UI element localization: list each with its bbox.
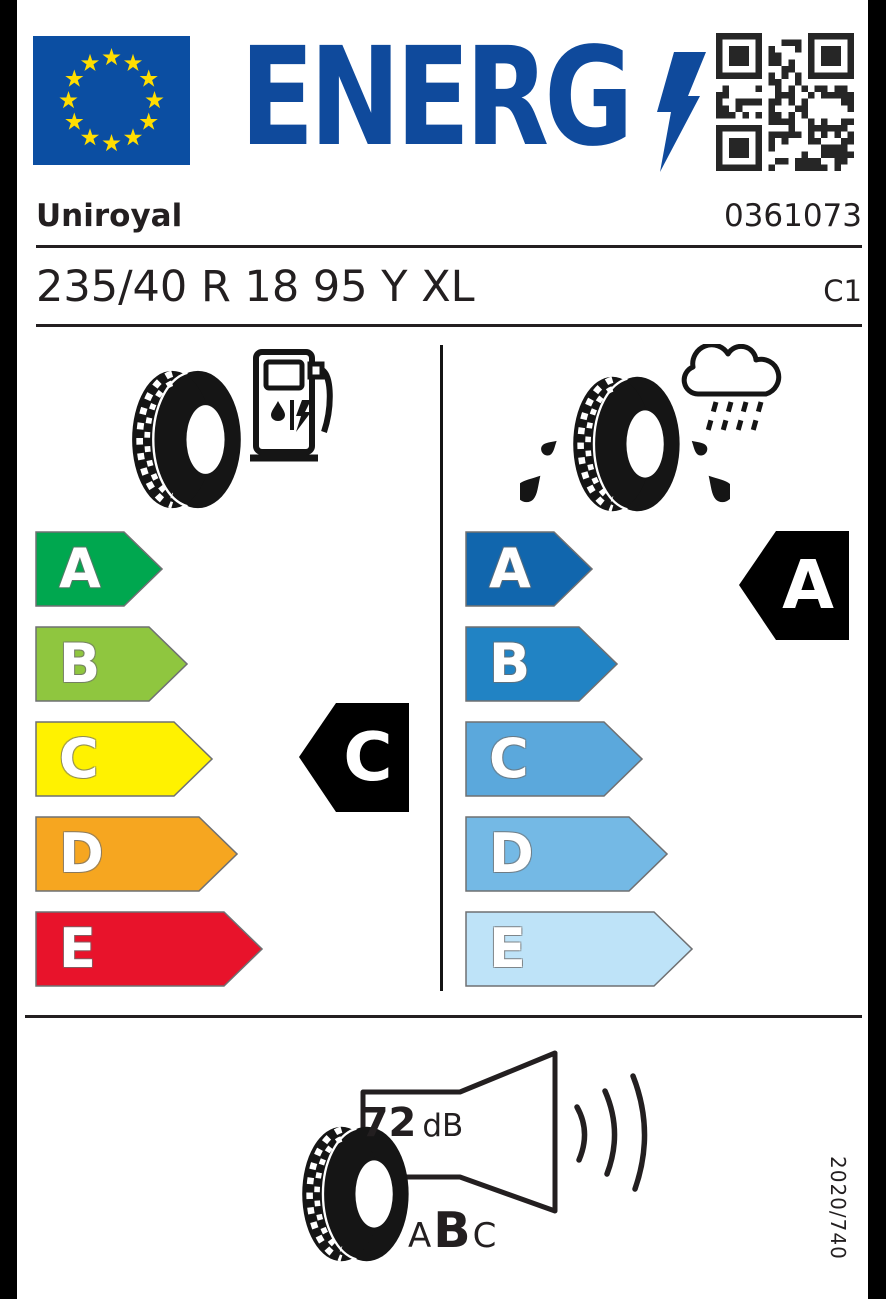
wet-scale-row-d	[465, 816, 668, 892]
noise-class-b-highlighted: B	[433, 1202, 471, 1259]
eu-flag	[33, 36, 190, 165]
water-splash-icon	[680, 438, 730, 516]
divider-size	[36, 324, 862, 327]
regulation-number: 2020/740	[826, 1156, 850, 1260]
fuel-rating-letter: C	[343, 718, 393, 796]
grade-letter: D	[489, 822, 534, 885]
fuel-scale-row-b	[35, 626, 188, 702]
grade-letter: D	[59, 822, 104, 885]
water-splash-icon	[520, 438, 570, 516]
noise-db-box	[360, 1100, 464, 1146]
lightning-bolt-icon	[652, 52, 706, 172]
rain-cloud-icon	[676, 344, 782, 444]
grade-letter: C	[489, 727, 529, 790]
tire-size: 235/40 R 18 95 Y XL	[36, 262, 475, 312]
tire-icon	[568, 374, 683, 514]
column-divider	[440, 345, 443, 991]
energ-logo-text: ENERG	[240, 19, 629, 177]
wet-rating-letter: A	[782, 546, 834, 624]
tire-icon	[128, 368, 243, 511]
grade-letter: B	[489, 632, 531, 695]
tire-size-row	[36, 262, 862, 312]
noise-value: 72	[360, 1100, 417, 1146]
noise-unit: dB	[422, 1108, 464, 1144]
right-border	[868, 0, 886, 1299]
wet-scale-row-b	[465, 626, 618, 702]
qr-code	[716, 33, 854, 171]
grade-letter: E	[489, 917, 526, 980]
brand-row	[36, 198, 862, 234]
grade-letter: B	[59, 632, 101, 695]
tire-class: C1	[823, 274, 862, 308]
grade-letter: A	[489, 537, 531, 600]
wet-scale-row-e	[465, 911, 693, 987]
wet-rating-arrow	[738, 530, 850, 641]
label-id: 0361073	[723, 198, 862, 234]
fuel-pump-icon	[248, 348, 334, 462]
fuel-scale-row-d	[35, 816, 238, 892]
divider-brand	[36, 245, 862, 248]
noise-class-c: C	[472, 1216, 497, 1256]
noise-class-a: A	[408, 1216, 432, 1256]
brand-name: Uniroyal	[36, 198, 183, 234]
wet-scale-row-c	[465, 721, 643, 797]
left-border	[0, 0, 17, 1299]
fuel-scale-row-a	[35, 531, 163, 607]
wet-scale-row-a	[465, 531, 593, 607]
grade-letter: E	[59, 917, 96, 980]
noise-classes	[408, 1202, 496, 1259]
grade-letter: A	[59, 537, 101, 600]
fuel-scale-row-c	[35, 721, 213, 797]
fuel-rating-arrow	[298, 702, 410, 813]
fuel-scale-row-e	[35, 911, 263, 987]
sound-waves-icon	[577, 1076, 645, 1189]
grade-letter: C	[59, 727, 99, 790]
divider-noise	[25, 1015, 862, 1018]
